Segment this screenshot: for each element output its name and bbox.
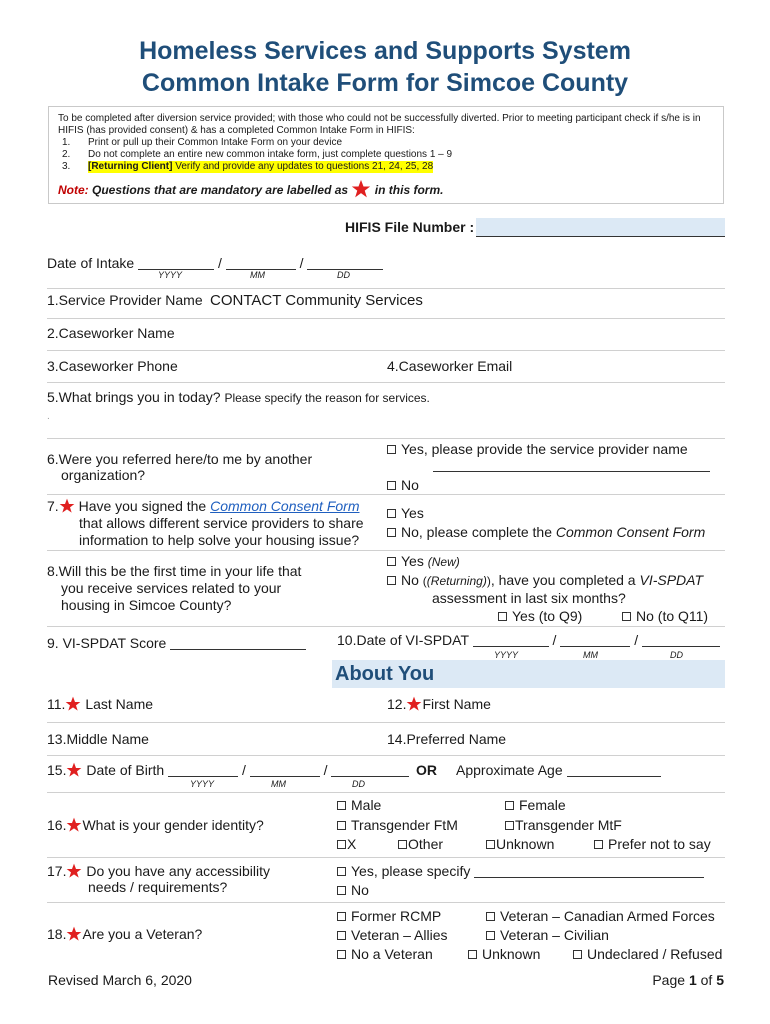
q7-line1 xyxy=(47,498,360,515)
checkbox-icon[interactable] xyxy=(486,931,495,940)
approx-age-label xyxy=(456,762,661,779)
checkbox-icon[interactable] xyxy=(387,509,396,518)
gender-option-label: X xyxy=(347,836,357,852)
checkbox-icon[interactable] xyxy=(337,821,346,830)
checkbox-icon[interactable] xyxy=(337,950,346,959)
q17-yes-option[interactable] xyxy=(337,863,704,880)
q8-new-note: (New) xyxy=(427,555,460,569)
q8-line1: 8.Will this be the first time in your life that xyxy=(47,563,302,579)
veteran-option-label: Unknown xyxy=(482,946,541,962)
divider xyxy=(47,857,725,858)
q15-dd-hint: DD xyxy=(352,779,365,789)
q8-yes-option[interactable] xyxy=(387,553,460,571)
veteran-option[interactable] xyxy=(337,908,441,925)
checkbox-icon[interactable] xyxy=(622,612,631,621)
instruction-num-2: 2. xyxy=(62,149,71,160)
q8-assess: assessment in last six months? xyxy=(432,590,626,606)
page-title: Homeless Services and Supports System xyxy=(139,37,631,65)
checkbox-icon[interactable] xyxy=(387,576,396,585)
intake-month-field[interactable] xyxy=(226,255,296,270)
gender-option-label: Prefer not to say xyxy=(608,836,711,852)
veteran-option-label: No a Veteran xyxy=(351,946,433,962)
gender-option-label: Male xyxy=(351,797,382,813)
veteran-option[interactable] xyxy=(573,946,722,963)
q8-returning-note: (Returning) xyxy=(426,574,487,588)
vispdat-year-field[interactable] xyxy=(473,632,549,647)
gender-option[interactable] xyxy=(505,797,566,814)
checkbox-icon[interactable] xyxy=(337,886,346,895)
checkbox-icon[interactable] xyxy=(468,950,477,959)
q5-text: 5.What brings you in today? xyxy=(47,389,221,405)
veteran-option-label: Veteran – Canadian Armed Forces xyxy=(500,908,715,924)
q8-no-label: No xyxy=(401,572,419,588)
q5-hint: Please specify the reason for services. xyxy=(224,391,430,405)
checkbox-icon[interactable] xyxy=(573,950,582,959)
divider xyxy=(47,722,725,723)
instructions-line2: HIFIS (has provided consent) & has a completed Common Intake Form in HIFIS: xyxy=(58,125,415,136)
checkbox-icon[interactable] xyxy=(505,801,514,810)
intake-dd-hint: DD xyxy=(337,270,350,280)
approx-age-field[interactable] xyxy=(567,762,661,777)
date-intake-label xyxy=(47,255,383,272)
accessibility-specify-field[interactable] xyxy=(474,863,704,878)
checkbox-icon[interactable] xyxy=(337,840,346,849)
checkbox-icon[interactable] xyxy=(337,931,346,940)
q17-num: 17. xyxy=(47,863,67,879)
gender-option-label: Other xyxy=(408,836,444,852)
q9-text: 9. VI-SPDAT Score xyxy=(47,635,167,651)
q8-no-option[interactable]: No ((Returning)), have you completed a VI-SPDAT xyxy=(387,572,703,590)
q7-line3: information to help solve your housing issue? xyxy=(79,532,360,548)
about-you-heading: About You xyxy=(335,663,435,685)
q5-label xyxy=(47,389,430,407)
gender-option-label: Female xyxy=(519,797,566,813)
gender-option[interactable] xyxy=(594,836,711,853)
intake-yyyy-hint: YYYY xyxy=(158,270,183,280)
veteran-option[interactable] xyxy=(486,908,715,925)
q7-no-label: No, please complete the xyxy=(401,524,552,540)
q15-num: 15. xyxy=(47,762,67,778)
q17-line1 xyxy=(47,863,270,880)
approx-age-text: Approximate Age xyxy=(456,762,563,778)
divider xyxy=(47,626,725,627)
q15-text: Date of Birth xyxy=(86,762,165,778)
q17-no-option[interactable] xyxy=(337,882,369,899)
q18-num: 18. xyxy=(47,926,67,942)
q8-sub-yes[interactable] xyxy=(498,608,582,625)
note-suffix: in this form. xyxy=(374,183,444,197)
q17-no-label: No xyxy=(351,882,369,898)
q8-line3: housing in Simcoe County? xyxy=(61,597,232,613)
q15-or: OR xyxy=(416,762,437,778)
dob-month-field[interactable] xyxy=(250,762,320,777)
hifis-label: HIFIS File Number : xyxy=(345,219,475,235)
dob-year-field[interactable] xyxy=(168,762,238,777)
veteran-option[interactable] xyxy=(337,927,448,944)
red-star-icon xyxy=(65,696,81,712)
veteran-option[interactable] xyxy=(486,927,609,944)
mandatory-note xyxy=(58,179,443,199)
q10-mm-hint: MM xyxy=(583,650,598,660)
checkbox-icon[interactable] xyxy=(387,445,396,454)
q8-line2: you receive services related to your xyxy=(61,580,282,596)
q8-no-rest: , have you completed a xyxy=(490,572,636,588)
q8-sub-no-label: No (to Q11) xyxy=(636,608,709,624)
instructions-line1: To be completed after diversion service provided; with those who could not be successfully diverted. Prior to meeting participant check if s/he is in xyxy=(58,113,701,124)
red-star-icon xyxy=(351,179,371,199)
q9-label xyxy=(47,635,306,652)
divider xyxy=(47,350,725,351)
divider xyxy=(47,792,725,793)
red-star-icon xyxy=(59,498,75,514)
veteran-option-label: Former RCMP xyxy=(351,908,442,924)
q15-mm-hint: MM xyxy=(271,779,286,789)
checkbox-icon[interactable] xyxy=(337,801,346,810)
q6-no-label: No xyxy=(401,477,419,493)
common-consent-form-link[interactable]: Common Consent Form xyxy=(210,498,360,514)
q2-label: 2.Caseworker Name xyxy=(47,325,175,341)
red-star-icon xyxy=(406,696,422,712)
veteran-option[interactable] xyxy=(468,946,540,963)
returning-client-label: [Returning Client] xyxy=(88,161,173,172)
q4-label: 4.Caseworker Email xyxy=(387,358,513,374)
intake-day-field[interactable] xyxy=(307,255,383,270)
q1-label: 1.Service Provider Name xyxy=(47,292,203,308)
red-star-icon xyxy=(66,817,82,833)
q17-yes-label: Yes, please specify xyxy=(351,863,471,879)
divider xyxy=(47,318,725,319)
gender-option-label: Unknown xyxy=(496,836,555,852)
q15-label: 15. Date of Birth / / xyxy=(47,762,409,779)
q12-text: First Name xyxy=(422,696,491,712)
checkbox-icon[interactable] xyxy=(594,840,603,849)
checkbox-icon[interactable] xyxy=(387,481,396,490)
q7-no-option[interactable] xyxy=(387,524,705,541)
q8-sub-no[interactable] xyxy=(622,608,708,625)
q6-yes-label: Yes, please provide the service provider name xyxy=(401,441,688,457)
intake-mm-hint: MM xyxy=(250,270,265,280)
gender-option[interactable] xyxy=(337,797,381,814)
q6-yes-option[interactable] xyxy=(387,441,688,458)
divider xyxy=(47,494,725,495)
red-star-icon xyxy=(66,863,82,879)
checkbox-icon[interactable] xyxy=(498,612,507,621)
date-sep: / xyxy=(299,255,304,271)
instruction-num-3: 3. xyxy=(62,161,71,172)
veteran-option-label: Undeclared / Refused xyxy=(587,946,723,962)
gender-option-label: Transgender MtF xyxy=(515,817,622,833)
instruction-num-1: 1. xyxy=(62,137,71,148)
red-star-icon xyxy=(66,926,82,942)
q14-label: 14.Preferred Name xyxy=(387,731,507,747)
divider xyxy=(47,550,725,551)
q6-provider-field[interactable] xyxy=(433,471,710,472)
note-text: Questions that are mandatory are labelled as xyxy=(92,183,349,197)
q16-num: 16. xyxy=(47,817,67,833)
q7-yes-option[interactable] xyxy=(387,505,424,522)
q10-dd-hint: DD xyxy=(670,650,683,660)
vispdat-month-field[interactable] xyxy=(560,632,630,647)
gender-option[interactable] xyxy=(337,836,356,853)
q3-label: 3.Caseworker Phone xyxy=(47,358,178,374)
date-intake-text: Date of Intake xyxy=(47,255,135,271)
veteran-option-label: Veteran – Civilian xyxy=(500,927,609,943)
service-provider-field[interactable]: CONTACT Community Services xyxy=(210,292,423,309)
q7-line2: that allows different service providers to share xyxy=(79,515,364,531)
instruction-item-1: Print or pull up their Common Intake Form on your device xyxy=(88,137,342,148)
q12-num: 12. xyxy=(387,696,407,712)
q5-mark: . xyxy=(47,411,50,422)
vispdat-day-field[interactable] xyxy=(642,632,720,647)
checkbox-icon[interactable] xyxy=(337,867,346,876)
q6-line2: organization? xyxy=(61,467,146,483)
gender-option[interactable] xyxy=(505,817,622,834)
checkbox-icon[interactable] xyxy=(387,528,396,537)
checkbox-icon[interactable] xyxy=(387,557,396,566)
q11-num: 11. xyxy=(47,696,66,712)
q15-yyyy-hint: YYYY xyxy=(190,779,215,789)
vispdat-score-field[interactable] xyxy=(170,635,306,650)
instruction-item-3-text: Verify and provide any updates to questions 21, 24, 25, 28 xyxy=(172,161,434,172)
instruction-item-2: Do not complete an entire new common intake form, just complete questions 1 – 9 xyxy=(88,149,453,160)
intake-year-field[interactable] xyxy=(138,255,214,270)
red-star-icon xyxy=(66,762,82,778)
q7-pre: Have you signed the xyxy=(78,498,207,514)
q12-label xyxy=(387,696,491,713)
q8-vispdat: VI-SPDAT xyxy=(639,572,704,588)
q18-text: Are you a Veteran? xyxy=(82,926,203,942)
gender-option[interactable] xyxy=(398,836,443,853)
q10-text: 10.Date of VI-SPDAT xyxy=(337,632,469,648)
divider xyxy=(47,382,725,383)
q8-yes-label: Yes xyxy=(401,553,424,569)
date-sep: / xyxy=(217,255,222,271)
page-prefix: Page xyxy=(652,972,686,988)
q10-yyyy-hint: YYYY xyxy=(494,650,519,660)
checkbox-icon[interactable] xyxy=(505,821,514,830)
divider xyxy=(47,755,725,756)
divider xyxy=(47,288,725,289)
hifis-file-number-field[interactable] xyxy=(476,218,725,237)
q7-consent-form-ref: Common Consent Form xyxy=(555,524,706,540)
note-prefix: Note: xyxy=(58,183,89,197)
q7-num: 7. xyxy=(47,498,59,514)
page-total: 5 xyxy=(716,972,724,988)
q16-text: What is your gender identity? xyxy=(82,817,264,833)
gender-option[interactable] xyxy=(337,817,458,834)
q6-line1: 6.Were you referred here/to me by another xyxy=(47,451,313,467)
q10-label: 10.Date of VI-SPDAT / / xyxy=(337,632,720,649)
page-current: 1 xyxy=(688,972,697,988)
q17-line2: needs / requirements? xyxy=(88,879,228,895)
dob-day-field[interactable] xyxy=(331,762,409,777)
revised-date: Revised March 6, 2020 xyxy=(48,972,192,988)
instruction-item-3 xyxy=(88,161,433,173)
checkbox-icon[interactable] xyxy=(398,840,407,849)
page-subtitle: Common Intake Form for Simcoe County xyxy=(141,69,629,97)
page-of: of xyxy=(700,972,713,988)
divider xyxy=(47,902,725,903)
gender-option-label: Transgender FtM xyxy=(351,817,458,833)
page-number xyxy=(652,972,724,988)
q16-label xyxy=(47,817,264,834)
divider xyxy=(47,438,725,439)
q8-sub-yes-label: Yes (to Q9) xyxy=(512,608,583,624)
q17-text: Do you have any accessibility xyxy=(86,863,271,879)
checkbox-icon[interactable] xyxy=(486,912,495,921)
veteran-option-label: Veteran – Allies xyxy=(351,927,448,943)
gender-option[interactable] xyxy=(486,836,554,853)
q13-label: 13.Middle Name xyxy=(47,731,149,747)
q11-text: Last Name xyxy=(85,696,154,712)
checkbox-icon[interactable] xyxy=(486,840,495,849)
veteran-option[interactable] xyxy=(337,946,433,963)
checkbox-icon[interactable] xyxy=(337,912,346,921)
q18-label xyxy=(47,926,202,943)
q6-no-option[interactable] xyxy=(387,477,419,494)
q7-yes-label: Yes xyxy=(401,505,424,521)
q11-label xyxy=(47,696,153,713)
